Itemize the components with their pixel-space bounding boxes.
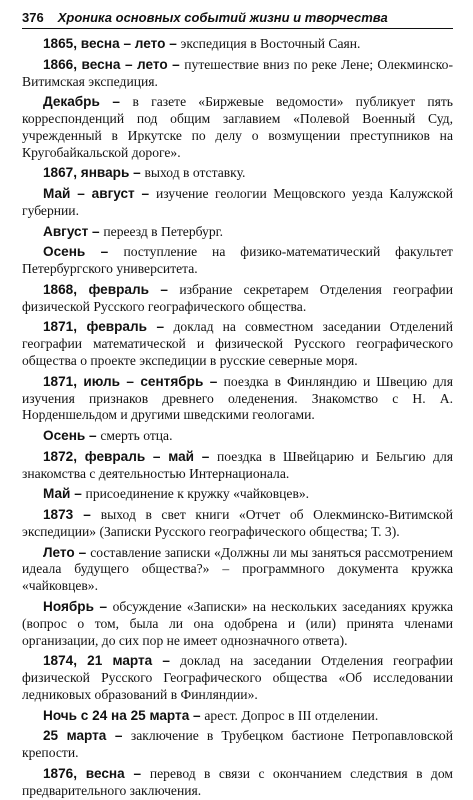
entry-text: смерть отца.: [100, 428, 173, 444]
entry-date: 1876, весна: [43, 765, 125, 781]
entry-date: 1867, январь: [43, 165, 130, 181]
entry-date: Ночь с 24 на 25 марта: [43, 707, 190, 723]
entry-date: Май: [43, 486, 71, 502]
entry-dash: –: [165, 36, 181, 51]
entry-date: 1866, весна – лето: [43, 56, 168, 72]
entry-dash: –: [129, 165, 145, 181]
entry-date: 1871, февраль: [43, 319, 147, 335]
entry-dash: –: [152, 653, 181, 669]
chronicle-entry: [22, 708, 453, 725]
entry-text: экспедиция в Восточный Саян.: [180, 36, 361, 51]
entry-date: Декабрь: [43, 94, 100, 110]
entry-text: присоединение к кружку «чайковцев».: [85, 486, 310, 502]
chronicle-entry: [22, 244, 453, 278]
entry-date: 25 марта: [43, 728, 107, 744]
entry-date: Осень: [43, 428, 86, 444]
entry-text: арест. Допрос в III отделении.: [204, 707, 379, 723]
entry-text: поездка в Швейцарию и Бельгию для знакомства с деятельностью Интернационала.: [22, 448, 453, 481]
entry-date: Лето: [43, 544, 75, 560]
entry-dash: –: [85, 428, 101, 444]
chronicle-entry: [22, 545, 453, 595]
entry-date: Август: [43, 223, 89, 239]
entry-date: 1873: [43, 507, 74, 523]
entry-date: 1874, 21 марта: [43, 653, 153, 669]
entry-text: обсуждение «Записки» на нескольких заседаниях кружка (вопрос о том, была ли она одобрена и (или) принята членами организации, до сих пор не имеет однозначного ответа).: [22, 598, 453, 648]
entry-text: составление записки «Должны ли мы заняться рассмотрением идеала будущего общества?» – программного документа кружка «чайковцев».: [22, 544, 453, 594]
entry-text: избрание секретарем Отделения географии физической Русского географического общества.: [22, 281, 453, 314]
chronicle-entry: [22, 728, 453, 762]
entry-text: в газете «Биржевые ведомости» публикует пять корреспонденций под общим заглавием «Полевой Военный Суд, учрежденный в Иркутске по делу о возмущении преступников на Кругобайкальской дороге».: [22, 94, 453, 160]
chronicle-entry: [22, 282, 453, 316]
entry-dash: –: [74, 544, 91, 560]
chronicle-entry: [22, 653, 453, 703]
entry-text: поездка в Финляндию и Швецию для изучения признаков древнего оледенения. Знакомство с Н. А. Норденшельдом и другими шведскими геологами.: [22, 373, 453, 423]
entry-date: 1871, июль – сентябрь: [43, 373, 204, 389]
entry-text: переезд в Петербург.: [103, 223, 224, 239]
entry-dash: –: [99, 94, 133, 110]
entry-date: Ноябрь: [43, 598, 94, 614]
entry-dash: –: [194, 448, 218, 464]
entry-text: доклад на заседании Отделения географии физической Русского Географического общества «Об исследовании ледниковых образований в Финляндии».: [22, 653, 453, 702]
chronicle-entry: [22, 57, 453, 91]
entry-dash: –: [189, 707, 205, 723]
entry-dash: –: [88, 223, 104, 239]
chronicle-entries: [22, 36, 453, 799]
chronicle-entry: [22, 449, 453, 483]
chronicle-entry: [22, 224, 453, 241]
entry-dash: –: [148, 281, 180, 297]
entry-text: поступление на физико-математический факультет Петербургского университета.: [22, 244, 453, 277]
entry-dash: –: [134, 186, 156, 202]
entry-dash: –: [203, 373, 224, 389]
page-number: 376: [22, 10, 44, 25]
entry-text: выход в отставку.: [144, 165, 246, 181]
entry-text: путешествие вниз по реке Лене; Олекминско-Витимская экспедиция.: [22, 56, 454, 89]
entry-dash: –: [124, 765, 150, 781]
chronicle-entry: [22, 599, 453, 649]
chronicle-entry: [22, 766, 453, 800]
entry-dash: –: [167, 56, 185, 72]
entry-date: 1872, февраль – май: [43, 448, 195, 464]
entry-text: выход в свет книги «Отчет об Олекминско-Витимской экспедиции» (Записки Русского географического общества; Т. 3).: [22, 507, 453, 539]
chronicle-entry: [22, 319, 453, 369]
entry-text: доклад на совместном заседании Отделений географии математической и физической Русского географического общества о проекте экспедиции в русские северные моря.: [22, 319, 453, 369]
entry-text: изучение геологии Мещовского уезда Калужской губернии.: [22, 186, 454, 218]
entry-text: перевод в связи с окончанием следствия в дом предварительного заключения.: [22, 765, 453, 798]
entry-dash: –: [93, 598, 113, 614]
entry-date: Май – август: [43, 186, 135, 202]
entry-dash: –: [73, 507, 101, 523]
running-head: [22, 10, 453, 25]
entry-date: Осень: [43, 244, 86, 260]
header-divider: [22, 28, 453, 29]
chronicle-entry: [22, 36, 453, 53]
chronicle-entry: [22, 186, 453, 220]
entry-text: заключение в Трубецком бастионе Петропавловской крепости.: [22, 728, 453, 761]
entry-date: 1865, весна – лето: [43, 36, 166, 51]
chronicle-entry: [22, 94, 453, 161]
chronicle-entry: [22, 374, 453, 424]
entry-date: 1868, февраль: [43, 281, 149, 297]
chronicle-entry: [22, 486, 453, 503]
chronicle-entry: [22, 165, 453, 182]
chronicle-entry: [22, 507, 453, 541]
chronicle-entry: [22, 428, 453, 445]
entry-dash: –: [146, 319, 174, 335]
entry-dash: –: [106, 728, 131, 744]
entry-dash: –: [70, 486, 86, 502]
entry-dash: –: [85, 244, 124, 260]
running-title: Хроника основных событий жизни и творчества: [57, 10, 388, 25]
